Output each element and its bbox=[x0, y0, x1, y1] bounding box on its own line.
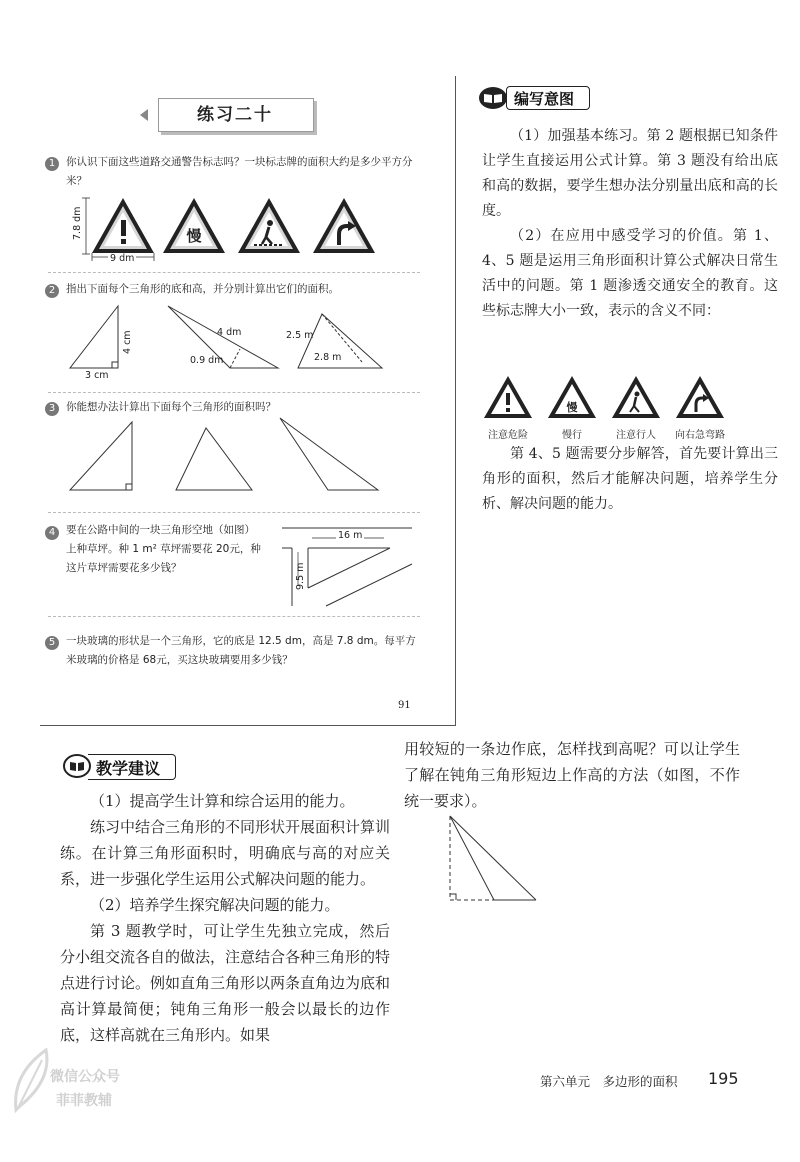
q2-t1-height-label: 4 cm bbox=[122, 330, 133, 354]
question-number-3: 3 bbox=[45, 402, 59, 416]
suggestion-continued bbox=[404, 736, 740, 814]
q3-triangles bbox=[60, 412, 420, 502]
winding-road-sign bbox=[313, 198, 375, 253]
sign-caption-3: 注意行人 bbox=[616, 430, 656, 441]
q2-t3-height-label: 2.8 m bbox=[314, 352, 342, 363]
sign-caption-4: 向右急弯路 bbox=[675, 430, 725, 441]
exercise-title: 练习二十 bbox=[197, 105, 273, 125]
question-4-text-line-3: 这片草坪需要花多少钱？ bbox=[66, 562, 182, 574]
danger-warning-sign bbox=[484, 376, 532, 418]
separator bbox=[48, 512, 420, 513]
unit-footer: 第六单元 多边形的面积 bbox=[540, 1074, 678, 1089]
watermark-line-2: 菲菲教辅 bbox=[56, 1093, 112, 1109]
sign-caption-1: 注意危险 bbox=[488, 430, 528, 441]
intent-paragraph-2: （2）在应用中感受学习的价值。第 1、4、5 题是运用三角形面积计算公式解决日常生活中的问题。第 1 题渗透交通安全的教育。这些标志牌大小一致，表示的含义不同： bbox=[482, 228, 778, 319]
intent-warning-signs bbox=[482, 374, 742, 422]
q4-height-label: 9.5 m bbox=[295, 562, 306, 590]
question-number-5: 5 bbox=[45, 636, 59, 650]
obtuse-triangle-height-diagram bbox=[444, 812, 544, 906]
suggestion-right-text: 用较短的一条边作底，怎样找到高呢？可以让学生了解在钝角三角形短边上作高的方法（如图，不作统一要求）。 bbox=[404, 740, 740, 810]
suggestion-title: 教学建议 bbox=[96, 759, 161, 778]
slow-down-sign bbox=[163, 198, 225, 253]
question-5-text-line-1: 一块玻璃的形状是一个三角形，它的底是 12.5 dm，高是 7.8 dm。每平方 bbox=[66, 635, 416, 647]
intent-title: 编写意图 bbox=[514, 90, 575, 108]
q1-base-label: 9 dm bbox=[110, 253, 135, 264]
left-arrow-icon bbox=[138, 108, 150, 122]
q4-width-label: 16 m bbox=[338, 530, 363, 541]
svg-text:慢: 慢 bbox=[566, 401, 578, 414]
suggestion-paragraph-4: 第 3 题教学时，可让学生先独立完成，然后分小组交流各自的做法，注意结合各种三角形的特点进行讨论。例如直角三角形以两条直角边为底和高计算最简便；钝角三角形一般会以最长的边作底，这样高就在三角形内。如果 bbox=[60, 922, 391, 1044]
pedestrian-warning-sign bbox=[612, 376, 660, 418]
slow-down-sign bbox=[548, 376, 596, 418]
question-1-text: 你认识下面这些道路交通警告标志吗？一块标志牌的面积大约是多少平方分米？ bbox=[66, 156, 413, 187]
intent-paragraph-3: 第 4、5 题需要分步解答，首先要计算出三角形的面积，然后才能解决问题，培养学生分析、解决问题的能力。 bbox=[482, 446, 778, 512]
separator bbox=[48, 616, 420, 617]
winding-road-sign bbox=[676, 376, 724, 418]
q3-acute-triangle bbox=[176, 428, 252, 490]
danger-warning-sign bbox=[92, 198, 154, 253]
question-5-text-line-2: 米玻璃的价格是 68元，买这块玻璃要用多少钱？ bbox=[66, 654, 293, 666]
question-2-text: 指出下面每个三角形的底和高，并分别计算出它们的面积。 bbox=[66, 283, 339, 295]
intent-body bbox=[482, 124, 778, 324]
question-number-4: 4 bbox=[45, 526, 59, 540]
sign-caption-2: 慢行 bbox=[562, 430, 582, 441]
page-number: 195 bbox=[708, 1069, 739, 1088]
textbook-page-number: 91 bbox=[398, 700, 411, 711]
question-4-text-line-2: 上种草坪。种 1 m² 草坪需要花 20元，种 bbox=[66, 543, 261, 555]
q1-height-label: 7.8 dm bbox=[72, 206, 83, 240]
pedestrian-warning-sign bbox=[238, 198, 300, 253]
suggestion-paragraph-3: （2）培养学生探究解决问题的能力。 bbox=[90, 896, 340, 914]
question-4-text-line-1: 要在公路中间的一块三角形空地（如图） bbox=[66, 524, 255, 536]
q2-t2-side-label: 4 dm bbox=[217, 327, 242, 338]
question-3-text: 你能想办法计算出下面每个三角形的面积吗？ bbox=[66, 401, 276, 413]
separator bbox=[48, 272, 420, 273]
intent-paragraph-1: （1）加强基本练习。第 2 题根据已知条件让学生直接运用公式计算。第 3 题没有给出底和高的数据，要学生想办法分别量出底和高的长度。 bbox=[482, 128, 778, 219]
q2-triangles bbox=[60, 300, 420, 390]
intent-body-after bbox=[482, 442, 778, 517]
q3-right-triangle bbox=[70, 422, 132, 490]
q2-right-triangle bbox=[70, 306, 118, 368]
suggestion-paragraph-2: 练习中结合三角形的不同形状开展面积计算训练。在计算三角形面积时，明确底与高的对应关系，进一步强化学生运用公式解决问题的能力。 bbox=[60, 818, 391, 888]
question-number-1: 1 bbox=[45, 157, 59, 171]
suggestion-body bbox=[60, 788, 390, 1048]
q2-t3-side-label: 2.5 m bbox=[286, 330, 314, 341]
q2-t1-base-label: 3 cm bbox=[85, 370, 109, 381]
watermark-line-1: 微信公众号 bbox=[50, 1069, 120, 1085]
suggestion-paragraph-1: （1）提高学生计算和综合运用的能力。 bbox=[90, 792, 355, 810]
question-number-2: 2 bbox=[45, 284, 59, 298]
separator bbox=[48, 392, 420, 393]
open-book-icon bbox=[478, 86, 508, 110]
svg-text:慢: 慢 bbox=[186, 227, 202, 245]
q3-obtuse-triangle bbox=[280, 418, 378, 490]
q2-t2-height-label: 0.9 dm bbox=[190, 355, 224, 366]
